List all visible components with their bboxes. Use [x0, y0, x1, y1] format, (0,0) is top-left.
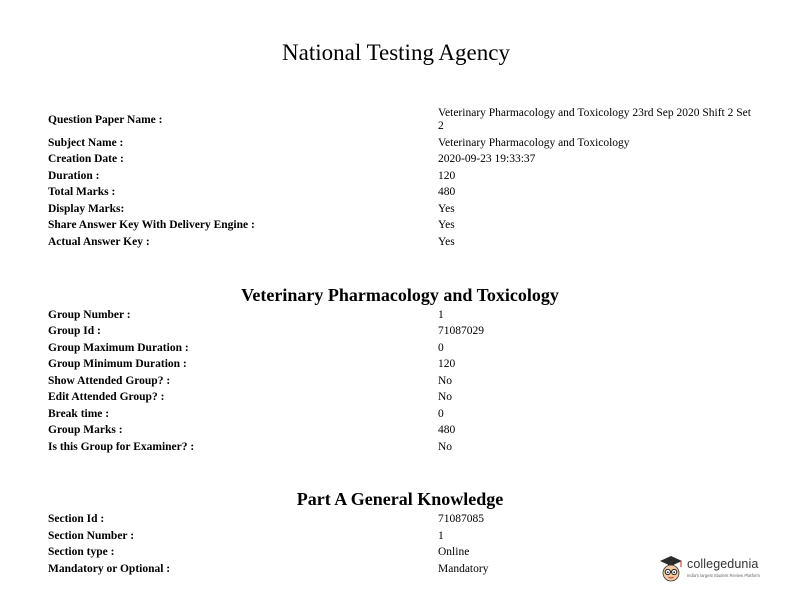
group-label: Group Id : [48, 325, 101, 337]
section-heading: Part A General Knowledge [296, 489, 504, 509]
group-label: Show Attended Group? : [48, 375, 171, 387]
info-value: 2020-09-23 19:33:37 [438, 153, 536, 165]
info-value: 480 [438, 186, 456, 198]
info-label: Duration : [48, 170, 100, 182]
info-value: Veterinary Pharmacology and Toxicology [438, 137, 630, 149]
group-value: 0 [438, 408, 444, 420]
group-value: No [438, 441, 453, 453]
watermark-brand: collegedunia [687, 557, 759, 571]
info-label: Creation Date : [48, 153, 124, 165]
info-value: Yes [438, 203, 455, 215]
group-label: Group Number : [48, 309, 131, 321]
group-label: Is this Group for Examiner? : [48, 441, 195, 453]
info-label: Question Paper Name : [48, 114, 163, 126]
info-value: 120 [438, 170, 456, 182]
graduate-mascot-icon [658, 552, 684, 586]
info-row [0, 107, 792, 133]
group-label: Group Maximum Duration : [48, 342, 189, 354]
info-label: Actual Answer Key : [48, 236, 150, 248]
watermark-tagline: India's largest Student Review Platform [687, 573, 760, 578]
group-value: No [438, 375, 453, 387]
group-value: 0 [438, 342, 444, 354]
group-label: Break time : [48, 408, 110, 420]
info-label: Share Answer Key With Delivery Engine : [48, 219, 255, 231]
group-label: Group Marks : [48, 424, 123, 436]
info-value: Yes [438, 219, 455, 231]
section-value: 71087085 [438, 513, 484, 525]
group-value: 71087029 [438, 325, 484, 337]
group-label: Group Minimum Duration : [48, 358, 187, 370]
section-label: Section type : [48, 546, 115, 558]
section-value: Mandatory [438, 563, 489, 575]
info-label: Total Marks : [48, 186, 116, 198]
info-value: Yes [438, 236, 455, 248]
info-label: Subject Name : [48, 137, 124, 149]
group-value: 480 [438, 424, 456, 436]
group-heading: Veterinary Pharmacology and Toxicology [241, 285, 559, 305]
group-value: 1 [438, 309, 444, 321]
info-label: Display Marks: [48, 203, 125, 215]
section-label: Mandatory or Optional : [48, 563, 171, 575]
page-title: National Testing Agency [282, 40, 510, 65]
group-value: 120 [438, 358, 456, 370]
collegedunia-watermark [658, 552, 768, 588]
group-value: No [438, 391, 453, 403]
section-value: 1 [438, 530, 444, 542]
section-label: Section Id : [48, 513, 105, 525]
section-value: Online [438, 546, 470, 558]
section-label: Section Number : [48, 530, 135, 542]
group-label: Edit Attended Group? : [48, 391, 165, 403]
info-value: Veterinary Pharmacology and Toxicology 23rd Sep 2020 Shift 2 Set 2 [438, 107, 751, 132]
